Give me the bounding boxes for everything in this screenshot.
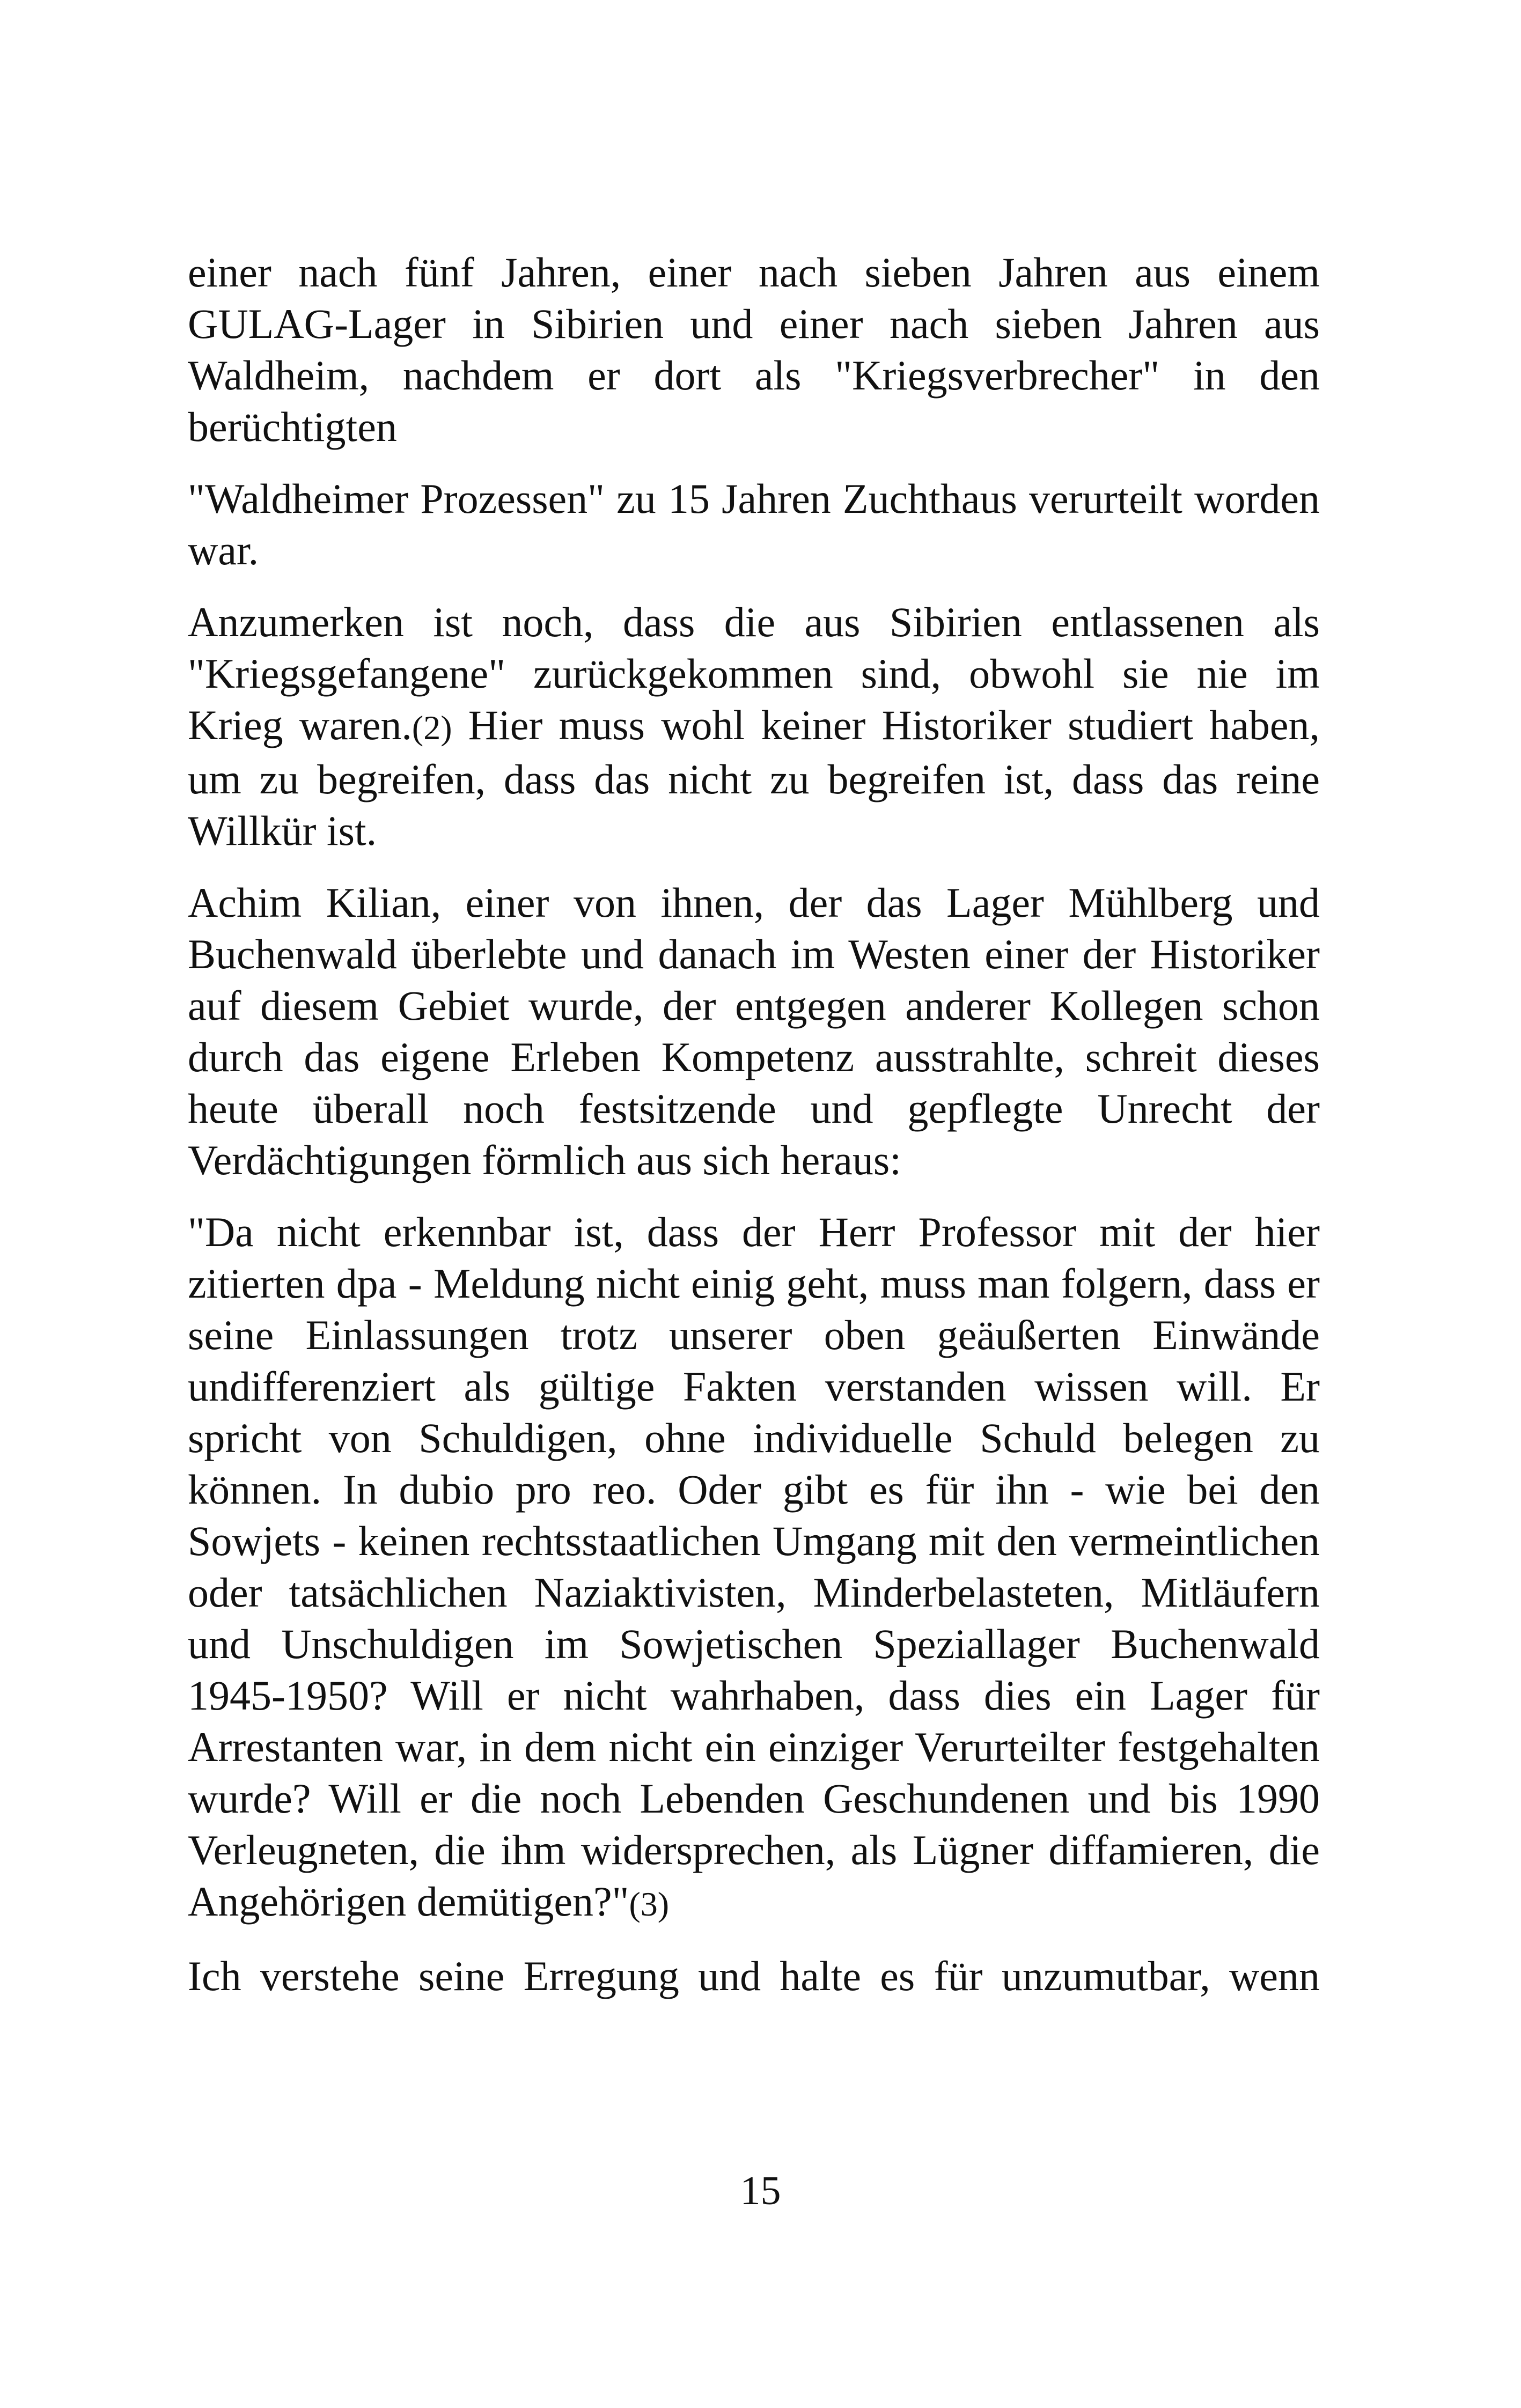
paragraph-3-text-before: Anzumerken ist noch, dass die aus Sibirien entlassenen als "Kriegsgefangene" zurückgekommen sind, obwohl sie nie im Krieg waren. [188, 599, 1320, 748]
paragraph-1: einer nach fünf Jahren, einer nach sieben Jahren aus einem GULAG-Lager in Sibirien und einer nach sieben Jahren aus Waldheim, nachdem er dort als "Kriegsverbrecher" in den berüchtigten [188, 249, 1320, 450]
page-number: 15 [740, 2168, 781, 2213]
quote-paragraph [188, 1206, 1320, 1930]
paragraph-6: Ich verstehe seine Erregung und halte es für unzumutbar, wenn [188, 1953, 1320, 1999]
footnote-marker-2: (2) [412, 709, 452, 747]
paragraph-4: Achim Kilian, einer von ihnen, der das Lager Mühlberg und Buchenwald überlebte und danach im Westen einer der Historiker auf diesem Gebiet wurde, der entgegen anderer Kollegen schon durch das eigene Erleben Kompetenz ausstrahlte, schreit dieses heute überall noch festsitzende und gepflegte Unrecht der Verdächtigungen förmlich aus sich heraus: [188, 879, 1320, 1183]
paragraph-3-text-after: Hier muss wohl keiner Historiker studiert haben, um zu begreifen, dass das nicht zu begreifen ist, dass das reine Willkür ist. [188, 702, 1320, 854]
paragraph-2: "Waldheimer Prozessen" zu 15 Jahren Zuchthaus verurteilt worden war. [188, 475, 1320, 573]
quote-text: "Da nicht erkennbar ist, dass der Herr Professor mit der hier zitierten dpa - Meldung nicht einig geht, muss man folgern, dass er seine Einlassungen trotz unserer oben geäußerten Einwände undifferenziert als gültige Fakten verstanden wissen will. Er spricht von Schuldigen, ohne individuelle Schuld belegen zu können. In dubio pro reo. Oder gibt es für ihn - wie bei den Sowjets - keinen rechtsstaatlichen Umgang mit den vermeintlichen oder tatsächlichen Naziaktivisten, Minderbelasteten, Mitläufern und Unschuldigen im Sowjetischen Speziallager Buchenwald 1945-1950? Will er nicht wahrhaben, dass dies ein Lager für Arrestanten war, in dem nicht ein einziger Verurteilter festgehalten wurde? Will er die noch Lebenden Geschundenen und bis 1990 Verleugneten, die ihm widersprechen, als Lügner diffamieren, die Angehörigen demütigen?" [188, 1209, 1320, 1925]
footnote-marker-3: (3) [629, 1885, 670, 1923]
paragraph-3 [188, 597, 1320, 857]
body-text [188, 247, 1320, 2022]
